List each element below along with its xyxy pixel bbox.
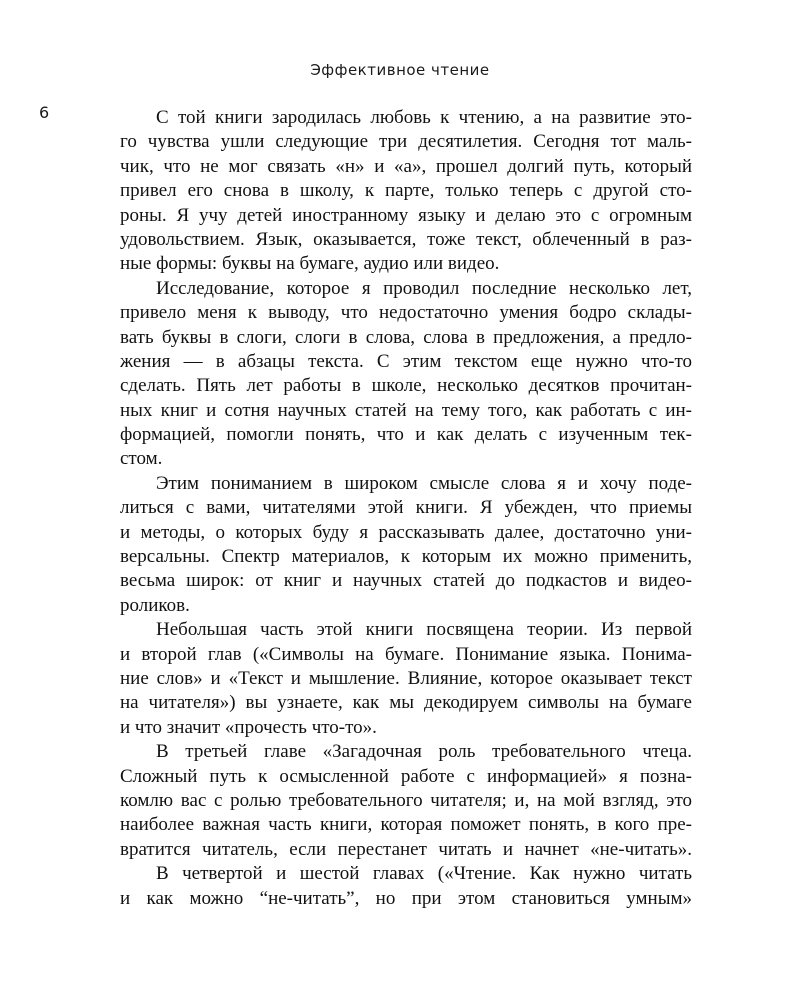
text-line: на читателя») вы узнаете, как мы декодируем символы на бумаге <box>120 692 692 714</box>
text-line: С той книги зародилась любовь к чтению, а на развитие это- <box>156 107 692 128</box>
page-number: 6 <box>39 103 50 122</box>
text-line: сделать. Пять лет работы в школе, несколько десятков прочитан- <box>120 375 692 397</box>
text-line: литься с вами, читателями этой книги. Я убежден, что приемы <box>120 497 692 519</box>
text-line: версальны. Спектр материалов, к которым их можно применить, <box>120 546 692 568</box>
text-line: комлю вас с ролью требовательного читателя; и, на мой взгляд, это <box>120 789 692 811</box>
text-line: и второй глав («Символы на бумаге. Понимание языка. Понима- <box>120 643 692 665</box>
text-line: формацией, помогли понять, что и как делать с изученным тек- <box>120 424 692 446</box>
text-line: роны. Я учу детей иностранному языку и делаю это с огромным <box>120 204 692 226</box>
text-line: ние слов» и «Текст и мышление. Влияние, которое оказывает текст <box>120 667 692 689</box>
text-line: Исследование, которое я проводил последние несколько лет, <box>156 277 692 299</box>
text-line: Этим пониманием в широком смысле слова я и хочу поде- <box>156 472 692 494</box>
text-line: стом. <box>120 448 163 470</box>
text-line: вратится читатель, если перестанет читать и начнет «не-читать». <box>120 838 692 860</box>
text-line: весьма широк: от книг и научных статей до подкастов и видео- <box>120 570 692 592</box>
text-line: В четвертой и шестой главах («Чтение. Как нужно читать <box>156 863 692 885</box>
text-line: го чувства ушли следующие три десятилетия. Сегодня тот маль- <box>120 131 692 153</box>
body-text <box>120 106 692 911</box>
text-line: наиболее важная часть книги, которая поможет понять, в кого пре- <box>120 814 692 836</box>
running-head: Эффективное чтение <box>310 61 490 79</box>
text-line: удовольствием. Язык, оказывается, тоже текст, облеченный в раз- <box>120 228 692 250</box>
text-line: жения — в абзацы текста. С этим текстом еще нужно что-то <box>120 350 692 372</box>
text-line: В третьей главе «Загадочная роль требовательного чтеца. <box>156 741 692 763</box>
text-line: привел его снова в школу, к парте, только теперь с другой сто- <box>120 180 692 202</box>
text-line: чик, что не мог связать «н» и «а», прошел долгий путь, который <box>120 155 692 177</box>
text-line: роликов. <box>120 594 190 616</box>
text-line: ные формы: буквы на бумаге, аудио или видео. <box>120 253 500 275</box>
text-line: Сложный путь к осмысленной работе с информацией» я позна- <box>120 765 692 787</box>
text-line: привело меня к выводу, что недостаточно умения бодро склады- <box>120 302 692 324</box>
text-line: и что значит «прочесть что-то». <box>120 716 377 738</box>
text-line: и как можно “не-читать”, но при этом становиться умным» <box>120 887 692 909</box>
text-line: Небольшая часть этой книги посвящена теории. Из первой <box>156 619 692 641</box>
text-line: вать буквы в слоги, слоги в слова, слова в предложения, а предло- <box>120 326 692 348</box>
text-line: ных книг и сотня научных статей на тему того, как работать с ин- <box>120 399 692 421</box>
text-line: и методы, о которых буду я рассказывать далее, достаточно уни- <box>120 521 692 543</box>
